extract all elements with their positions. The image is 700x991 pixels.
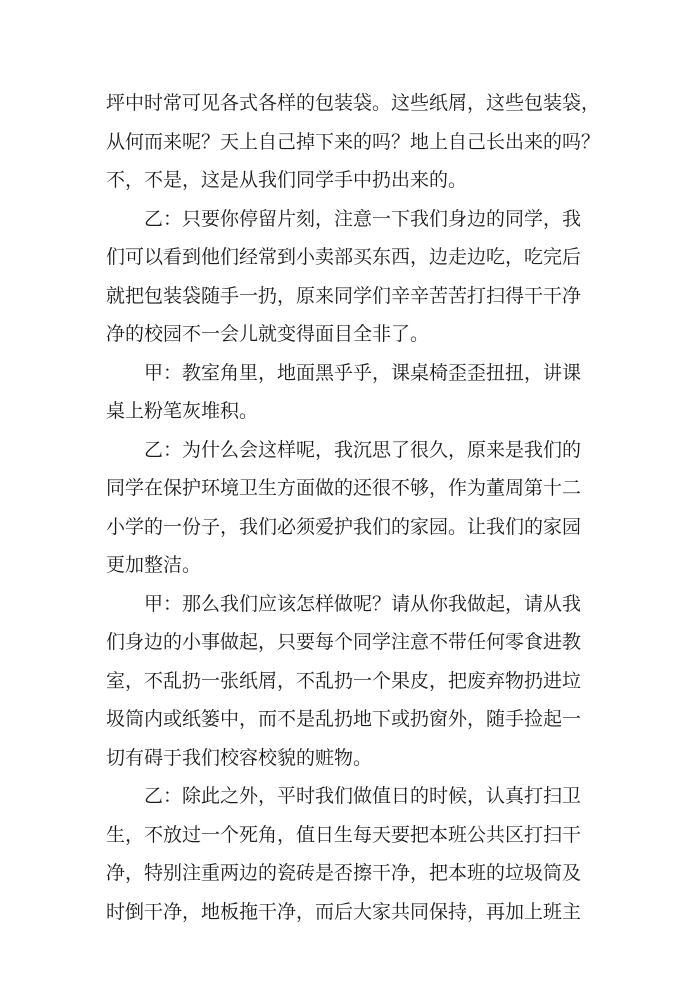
text-line: 更加整洁。 [106,554,202,576]
text-line: 甲：教室角里，地面黑乎乎，课桌椅歪歪扭扭，讲课 [106,361,582,384]
text-line: 生，不放过一个死角，值日生每天要把本班公共区打扫干 [106,823,582,846]
text-line: 时倒干净，地板拖干净，而后大家共同保持，再加上班主 [106,900,582,923]
text-line: 就把包装袋随手一扔，原来同学们辛辛苦苦打扫得干干净 [106,284,582,307]
text-line: 净的校园不一会儿就变得面目全非了。 [106,323,430,345]
text-line: 乙：只要你停留片刻，注意一下我们身边的同学，我 [106,207,582,230]
text-line: 们身边的小事做起，只要每个同学注意不带任何零食进教 [106,631,582,653]
text-line: 小学的一份子，我们必须爱护我们的家园。让我们的家园 [106,515,582,538]
text-line: 同学在保护环境卫生方面做的还很不够，作为董周第十二 [106,477,582,499]
text-line: 不，不是，这是从我们同学手中扔出来的。 [106,169,468,191]
paragraph [106,431,600,585]
paragraph [106,84,600,200]
text-line: 甲：那么我们应该怎样做呢？请从你我做起，请从我 [106,592,582,615]
text-line: 们可以看到他们经常到小卖部买东西，边走边吃，吃完后 [106,246,582,268]
text-line: 净，特别注重两边的瓷砖是否擦干净，把本班的垃圾筒及 [106,862,582,884]
text-line: 乙：除此之外，平时我们做值日的时候，认真打扫卫 [106,785,582,807]
paragraph [106,200,600,354]
text-line: 室，不乱扔一张纸屑，不乱扔一个果皮，把废弃物扔进垃 [106,669,582,692]
text-line: 从何而来呢？天上自己掉下来的吗？地上自己长出来的吗？ [106,130,601,153]
text-line: 乙：为什么会这样呢，我沉思了很久，原来是我们的 [106,438,582,461]
text-line: 坪中时常可见各式各样的包装袋。这些纸屑，这些包装袋， [106,92,601,114]
paragraph [106,354,600,431]
paragraph [106,777,600,931]
paragraph [106,585,600,778]
text-line: 切有碍于我们校容校貌的赃物。 [106,746,373,769]
text-line: 圾筒内或纸篓中，而不是乱扔地下或扔窗外，随手捡起一 [106,708,582,730]
text-line: 桌上粉笔灰堆积。 [106,400,259,422]
document-body [106,84,600,931]
